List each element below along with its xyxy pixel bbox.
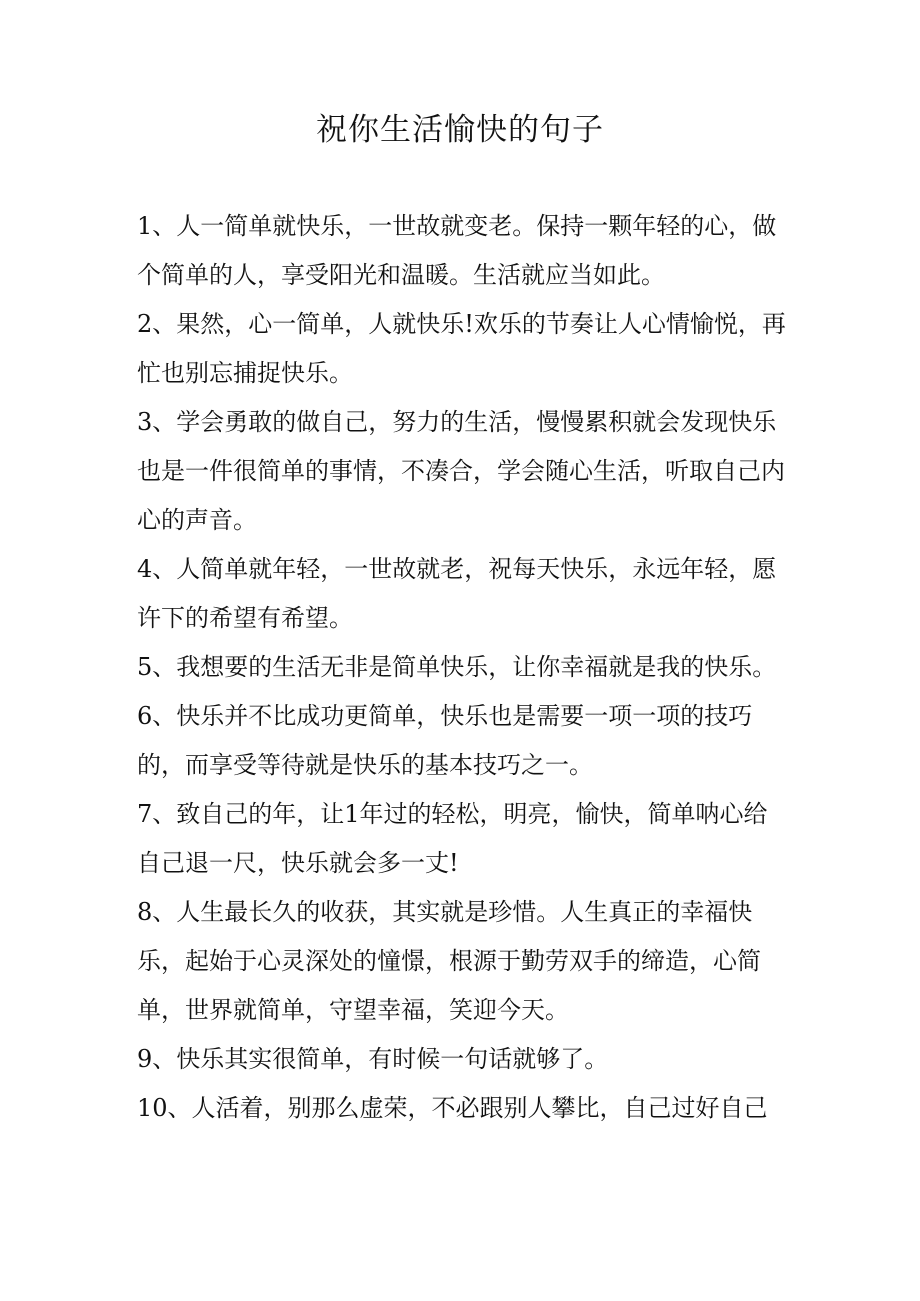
- paragraph-10: 10、人活着，别那么虚荣，不必跟别人攀比，自己过好自己: [137, 1094, 768, 1122]
- paragraph-9: 9、快乐其实很简单，有时候一句话就够了。: [137, 1045, 609, 1073]
- paragraph-7: 7、致自己的年，让1年过的轻松，明亮，愉快，简单呐心给自己退一尺，快乐就会多一丈!: [137, 800, 768, 877]
- paragraph-6: 6、快乐并不比成功更简单，快乐也是需要一项一项的技巧的，而享受等待就是快乐的基本技巧之一。: [137, 702, 753, 779]
- paragraph-1: 1、人一简单就快乐，一世故就变老。保持一颗年轻的心，做个简单的人，享受阳光和温暖。生活就应当如此。: [137, 212, 777, 289]
- paragraph-2: 2、果然，心一简单，人就快乐!欢乐的节奏让人心情愉悦，再忙也别忘捕捉快乐。: [137, 310, 786, 387]
- paragraph-5: 5、我想要的生活无非是简单快乐，让你幸福就是我的快乐。: [137, 653, 777, 681]
- document-body: [137, 202, 787, 1133]
- paragraph-8: 8、人生最长久的收获，其实就是珍惜。人生真正的幸福快乐，起始于心灵深处的憧憬，根源于勤劳双手的缔造，心简单，世界就简单，守望幸福，笑迎今天。: [137, 898, 761, 1024]
- page-title: 祝你生活愉快的句子: [316, 112, 604, 148]
- paragraph-4: 4、人简单就年轻，一世故就老，祝每天快乐，永远年轻，愿许下的希望有希望。: [137, 555, 777, 632]
- paragraph-3: 3、学会勇敢的做自己，努力的生活，慢慢累积就会发现快乐也是一件很简单的事情，不凑合，学会随心生活，听取自己内心的声音。: [137, 408, 785, 534]
